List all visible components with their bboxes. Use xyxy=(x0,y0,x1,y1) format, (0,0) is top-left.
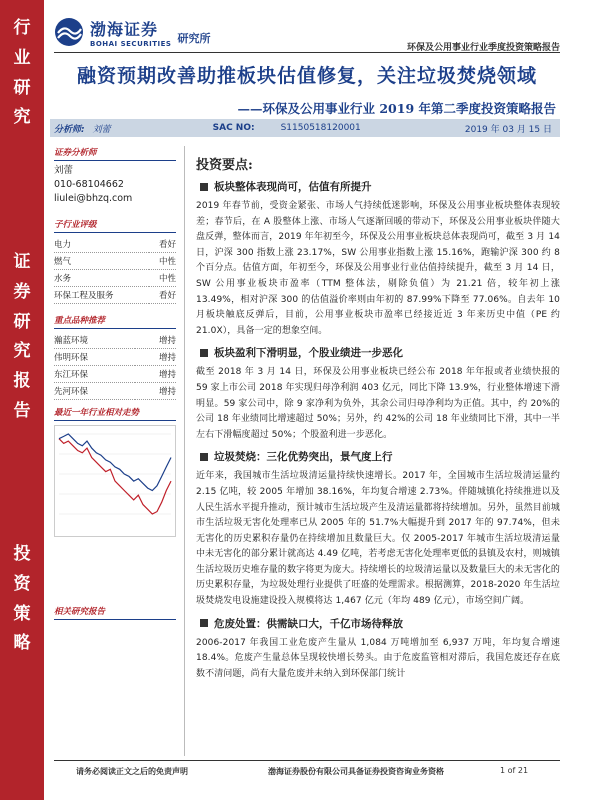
sidebar-char: 策 xyxy=(13,603,31,624)
sidebar-char: 告 xyxy=(13,400,31,421)
square-bullet-icon xyxy=(200,453,208,461)
left-sidebar xyxy=(0,0,44,800)
chart-series-line xyxy=(59,434,171,491)
rating-row-name: 燃气 xyxy=(54,253,149,270)
analyst-section-heading: 证券分析师 xyxy=(54,146,176,161)
section-heading: 垃圾焚烧：三化优势突出，景气度上行 xyxy=(214,451,393,464)
stock-row-name: 伟明环保 xyxy=(54,349,135,366)
analyst-email[interactable]: liulei@bhzq.com xyxy=(54,193,133,204)
sidebar-block-industry xyxy=(0,14,44,133)
rating-row-name: 电力 xyxy=(54,236,149,253)
stock-row-name: 东江环保 xyxy=(54,366,135,383)
report-type: 环保及公用事业行业季度投资策略报告 xyxy=(406,43,560,53)
sac-label: SAC NO: xyxy=(212,123,255,133)
stock-row xyxy=(54,349,176,366)
sidebar-char: 研 xyxy=(13,77,31,98)
rating-row xyxy=(54,253,176,270)
rating-row-name: 环保工程及服务 xyxy=(54,287,149,304)
sidebar-char: 券 xyxy=(13,281,31,302)
sidebar-char: 究 xyxy=(13,107,31,128)
page-number: 1 of 21 xyxy=(500,766,529,775)
sidebar-char: 业 xyxy=(13,47,31,68)
company-logo xyxy=(54,15,210,49)
rating-row-rating: 看好 xyxy=(149,287,176,304)
logo-chinese-name: 渤海证券 xyxy=(90,19,159,39)
section-heading-line xyxy=(196,449,560,464)
bohai-logo-icon xyxy=(54,17,84,47)
section-paragraph: 截至 2018 年 3 月 14 日，环保及公用事业板块已经公布 2018 年年报或者业绩快报的 59 家上市公司 2018 年实现归母净利润 403 亿元，同比下降 13.9%，行业整体增速下滑明显。59 家公司中，除 9 家净利为负外，其余公司归母净利均为正值。其中，约 20%的公司 18 年业绩同比增速超过 50%；另外，约 42%的公司 18 年业绩同比下滑，其中一半左右下滑幅度超过 50%；个股盈利进一步恶化。 xyxy=(196,367,560,440)
sidebar-char: 报 xyxy=(13,371,31,391)
rating-row-name: 水务 xyxy=(54,270,149,287)
stocks-section-heading: 重点品种推荐 xyxy=(54,314,176,329)
report-sub-title: ——环保及公用事业行业 2019 年第二季度投资策略报告 xyxy=(237,101,556,116)
section-heading: 危废处置：供需缺口大，千亿市场待释放 xyxy=(214,617,403,630)
report-date: 2019 年 03 月 15 日 xyxy=(464,124,552,135)
recommended-stocks-table xyxy=(54,332,176,400)
section-heading: 板块整体表现尚可，估值有所提升 xyxy=(214,181,372,193)
analyst-label: 分析师: xyxy=(54,124,85,135)
footer-divider xyxy=(54,760,560,761)
sac-number: S1150518120001 xyxy=(280,123,361,133)
logo-english-name: BOHAI SECURITIES xyxy=(90,39,172,48)
footer-company: 渤海证券股份有限公司具备证券投资咨询业务资格 xyxy=(268,767,444,776)
relative-performance-chart xyxy=(54,425,176,537)
stock-row-rating: 增持 xyxy=(135,349,176,366)
rating-row xyxy=(54,270,176,287)
stock-row xyxy=(54,383,176,400)
rating-row xyxy=(54,287,176,304)
section-heading-line xyxy=(196,345,560,360)
institute-label: 研究所 xyxy=(177,32,211,45)
stock-row-name: 先河环保 xyxy=(54,383,135,400)
left-info-column xyxy=(54,146,176,623)
chart-series-line xyxy=(59,439,171,514)
column-divider xyxy=(184,146,185,756)
sidebar-char: 资 xyxy=(13,573,31,594)
square-bullet-icon xyxy=(200,349,208,357)
header-divider xyxy=(54,52,560,53)
stock-row-rating: 增持 xyxy=(135,332,176,349)
stock-row xyxy=(54,366,176,383)
sidebar-char: 行 xyxy=(13,18,31,38)
report-main-title: 融资预期改善助推板块估值修复，关注垃圾焚烧领域 xyxy=(76,65,537,87)
investment-summary xyxy=(196,154,560,682)
sidebar-char: 投 xyxy=(13,544,31,564)
analyst-phone: 010-68104662 xyxy=(54,179,124,190)
analyst-name: 刘蕾 xyxy=(92,124,111,135)
summary-title: 投资要点: xyxy=(196,158,253,173)
sidebar-block-strategy xyxy=(0,540,44,659)
section-paragraph: 近年来，我国城市生活垃圾清运量持续快速增长。2017 年，全国城市生活垃圾清运量约 2.15 亿吨，较 2005 年增加 38.16%，年均复合增速 2.73%。伴随城镇化持续推进以及人民生活水平提升推动，预计城市生活垃圾产生及清运量都将持续增加。另外，虽然目前城市生活垃圾无害化处理率已从 2005 年的 51.7%大幅提升到 2017 年的 97.74%，但未无害化的历史累积存量仍在持续增加且数量巨大。仅 2005-2017 年城市生活垃圾清运量中未无害化的部分累计就高达 4.49 亿吨，若考虑无害化处理率更低的县镇及农村，则城镇生活垃圾历史堆存量的数字将更为庞大。持续增长的垃圾清运量以及数量巨大的未无害化的历史累积存量，为垃圾处理行业提供了旺盛的处理需求。根据测算，2018-2020 年生活垃圾焚烧发电设施建设投入规模将达 1,467 亿元（年均 489 亿元），市场空间广阔。 xyxy=(196,471,561,607)
rating-row xyxy=(54,236,176,253)
section-heading-line xyxy=(196,616,560,631)
rating-row-rating: 中性 xyxy=(149,253,176,270)
chart-section-heading: 最近一年行业相对走势 xyxy=(54,406,176,421)
rating-row-rating: 中性 xyxy=(149,270,176,287)
square-bullet-icon xyxy=(200,619,208,627)
sidebar-char: 证 xyxy=(13,252,31,272)
section-heading-line xyxy=(196,179,560,194)
footer-disclaimer: 请务必阅读正文之后的免责声明 xyxy=(76,767,188,776)
rating-row-rating: 看好 xyxy=(149,236,176,253)
sidebar-char: 略 xyxy=(13,633,31,654)
stock-row-rating: 增持 xyxy=(135,366,176,383)
section-paragraph: 2006-2017 年我国工业危废产生量从 1,084 万吨增加至 6,937 万吨，年均复合增速 18.4%。危废产生量总体呈现较快增长势头。由于危废监管相对滞后，我国危废还存在底数不清问题，尚有大量危废并未纳入到环保部门统计 xyxy=(196,637,560,679)
report-meta-bar xyxy=(50,119,560,137)
sidebar-char: 研 xyxy=(13,311,31,332)
related-reports-heading: 相关研究报告 xyxy=(54,605,176,620)
sidebar-char: 究 xyxy=(13,341,31,362)
sub-industry-rating-table xyxy=(54,236,176,304)
analyst-name-line: 刘蕾 xyxy=(54,165,74,176)
section-paragraph: 2019 年春节前，受资金紧张、市场人气持续低迷影响，环保及公用事业板块整体表现较差；春节后，在 A 股整体上涨、市场人气逐渐回暖的带动下，环保及公用事业板块伴随大盘反弹，整体而言，2019 年年初至今，环保及公用事业板块总体表现尚可，截至 3 月 14 日，沪深 300 指数上涨 23.17%，SW 公用事业指数上涨 15.16%，跑输沪深 300 约 8 个百分点。估值方面，年初至今，环保及公用事业行业估值持续提升，截至 3 月 14 日，SW 公用事业板块市盈率（TTM 整体法，剔除负值）为 21.21 倍，较年初上涨 13.49%，相对沪深 300 的估值溢价率则由年初的 87.99%下降至 77.06%。自去年 10 月板块触底反弹后，目前，公用事业板块市盈率已经接近近 3 年来历史中值（PE 约 21.0X），具备一定的想象空间。 xyxy=(196,201,560,336)
section-heading: 板块盈利下滑明显，个股业绩进一步恶化 xyxy=(214,347,403,360)
square-bullet-icon xyxy=(200,183,208,191)
stock-row-rating: 增持 xyxy=(135,383,176,400)
sidebar-block-securities xyxy=(0,248,44,427)
rating-section-heading: 子行业评级 xyxy=(54,218,176,233)
stock-row xyxy=(54,332,176,349)
stock-row-name: 瀚蓝环境 xyxy=(54,332,135,349)
